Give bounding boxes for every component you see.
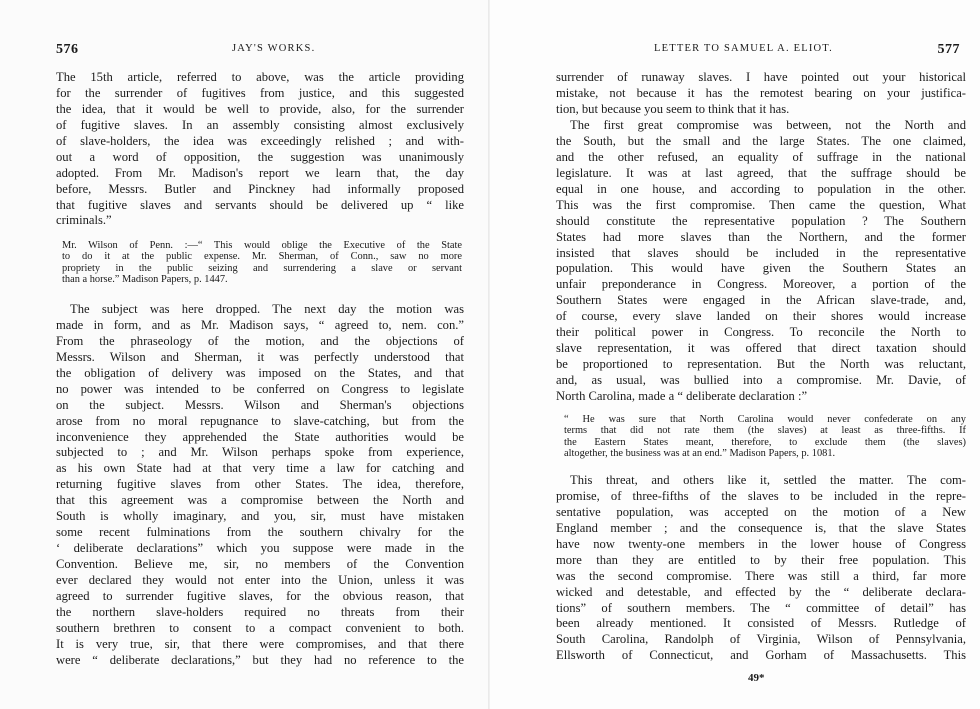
text-line: inconvenience they apprehended the State authorities would be [56, 429, 464, 444]
text-line: sentative population, was accepted on the motion of a New [556, 504, 966, 519]
text-line: have now twenty-one members in the lower house of Congress [556, 536, 966, 551]
text-line: the northern slave-holders required no threats from their [56, 604, 464, 619]
right-running-head: LETTER TO SAMUEL A. ELIOT. [654, 43, 833, 54]
quote-line: terms that did not rate them (the slaves) at least as three-fifths. If [564, 425, 966, 437]
text-line: North Carolina, made a “ deliberate declaration :” [556, 388, 808, 403]
text-line: mistake, not because it has the remotest bearing on your justifica- [556, 85, 966, 100]
text-line: From the phraseology of the motion, and the objections of [56, 333, 464, 348]
text-line: Southern States were engaged in the African slave-trade, and, [556, 293, 966, 308]
text-line: Convention. Believe me, sir, no members of the Convention [56, 557, 464, 571]
right-paragraph-1 [556, 70, 966, 118]
text-line: unfair preponderance in Congress. Moreover, a portion of the [556, 277, 966, 292]
right-paragraph-3 [556, 473, 966, 664]
text-line: slave representation, it was offered that direct taxation should [556, 341, 966, 356]
left-page-number: 576 [56, 42, 79, 57]
signature-mark: 49* [748, 672, 765, 684]
text-line: Ellsworth of Connecticut, and Gorham of Massachusetts. This [556, 648, 966, 663]
text-line: England member ; and the consequence is, that the slave States [556, 520, 966, 535]
quote-line: than a horse.” Madison Papers, p. 1447. [62, 274, 228, 286]
quote-line: propriety in the public seizing and surrendering a slave or servant [62, 262, 462, 274]
text-line: the South, but the small and the large States. The one claimed, [556, 133, 966, 148]
text-line: This was the first compromise. Then came the question, What [556, 197, 966, 212]
left-paragraph-1 [56, 70, 464, 229]
text-line: some recent fulminations from the southern chivalry for the [56, 525, 464, 540]
text-line: southern brethren to consent to a compact convenient to both. [56, 620, 464, 635]
text-line: before, Messrs. Butler and Pinckney had informally proposed [56, 181, 464, 196]
text-line: population. This would have given the Southern States an [556, 261, 966, 276]
left-paragraph-2 [56, 302, 464, 669]
text-line: the idea, that it would be well to provide, also, for the surrender [56, 101, 464, 116]
text-line: out a word of opposition, the suggestion was unanimously [56, 149, 464, 164]
text-line: on the subject. Messrs. Wilson and Sherman's objections [56, 397, 464, 412]
text-line: insisted that slaves should be included in the representative [556, 245, 966, 260]
text-line: their political power in Congress. To reconcile the North to [556, 325, 966, 340]
text-line: and the other refused, an equality of suffrage in the national [556, 149, 966, 164]
text-line: ever declared they would not enter into the Union, unless it was [56, 572, 464, 587]
text-line: It is very true, sir, that there were compromises, and that there [56, 636, 464, 651]
text-line: tions” of southern members. The “ committee of detail” has [556, 600, 966, 615]
right-page-number: 577 [937, 42, 960, 57]
text-line: adopted. From Mr. Madison's report we learn that, the day [56, 165, 464, 180]
text-line: that this agreement was a compromise between the North and [56, 493, 464, 508]
text-line: tion, but because you seem to think that it has. [556, 101, 790, 116]
quote-line: the Eastern States meant, therefore, to exclude them (the slaves) [564, 436, 966, 448]
text-line: the obligation of delivery was imposed on the States, and that [56, 365, 464, 380]
text-line: The first great compromise was between, not the North and [570, 118, 966, 132]
right-paragraph-2 [556, 118, 966, 405]
text-line: of course, every slave landed on their shores would increase [556, 309, 966, 324]
text-line: The subject was here dropped. The next day the motion was [70, 302, 464, 316]
text-line: that fugitive slaves and servants should be delivered up “ like [56, 197, 464, 212]
text-line: be proportioned to representation. But the North was reluctant, [556, 357, 966, 372]
text-line: should constitute the representative population ? The Southern [556, 213, 966, 228]
text-line: as his own State had at that very time a law for catching and [56, 461, 464, 476]
quote-line: Mr. Wilson of Penn. :—“ This would oblige the Executive of the State [62, 240, 462, 251]
text-line: subjected to ; and Mr. Wilson perhaps spoke from experience, [56, 445, 464, 460]
text-line: arose from no moral repugnance to slave-catching, but from the [56, 413, 464, 428]
text-line: States had more slaves than the Northern, and the former [556, 229, 966, 244]
text-line: South is wholly imaginary, and you, sir, must have mistaken [56, 509, 464, 524]
text-line: and, as usual, was bullied into a compromise. Mr. Davie, of [556, 373, 966, 387]
text-line: This threat, and others like it, settled the matter. The com- [570, 473, 966, 487]
text-line: promise, of three-fifths of the slaves to be included in the repre- [556, 488, 966, 503]
text-line: been already mentioned. It consisted of Messrs. Rutledge of [556, 616, 966, 631]
quote-line: altogether, the business was at an end.” Madison Papers, p. 1081. [564, 448, 836, 460]
text-line: for the surrender of fugitives from justice, and this suggested [56, 85, 464, 100]
text-line: agreed to surrender fugitive slaves, for the obvious reason, that [56, 588, 464, 603]
left-page-header [56, 42, 464, 62]
text-line: The 15th article, referred to above, was the article providing [56, 70, 464, 84]
quote-line: “ He was sure that North Carolina would never confederate on any [564, 414, 966, 425]
text-line: South Carolina, Randolph of Virginia, Wilson of Pennsylvania, [556, 632, 966, 647]
text-line: was the second compromise. There was still a third, far more [556, 568, 966, 583]
text-line: made in form, and as Mr. Madison says, “ agreed to, nem. con.” [56, 317, 464, 332]
left-block-quote [62, 240, 462, 286]
text-line: wicked and detestable, and effected by the “ deliberate declara- [556, 584, 966, 599]
quote-line: to do it at the public expense. Mr. Sherman, of Conn., saw no more [62, 251, 462, 263]
text-line: legislature. It was at last agreed, that the suffrage should be [556, 165, 966, 180]
text-line: of fugitive slaves. In an assembly consisting almost exclusively [56, 117, 464, 132]
text-line: Messrs. Wilson and Sherman, it was perfectly understood that [56, 349, 464, 364]
text-line: equal in one house, and according to population in the other. [556, 181, 966, 196]
text-line: of slave-holders, the idea was exceedingly relished ; and with- [56, 133, 464, 148]
text-line: returning fugitive slaves from other States. The idea, therefore, [56, 477, 464, 492]
text-line: surrender of runaway slaves. I have pointed out your historical [556, 70, 966, 84]
right-block-quote [564, 414, 966, 460]
text-line: more than they are entitled to by their free population. This [556, 552, 966, 567]
text-line: ‘ deliberate declarations” which you suppose were made in the [56, 541, 464, 556]
text-line: no power was intended to be conferred on Congress to legislate [56, 381, 464, 396]
text-line: criminals.” [56, 213, 112, 228]
left-running-head: JAY'S WORKS. [232, 43, 316, 54]
right-page-header [556, 42, 966, 62]
text-line: were “ deliberate declarations,” but they had no reference to the [56, 652, 464, 667]
